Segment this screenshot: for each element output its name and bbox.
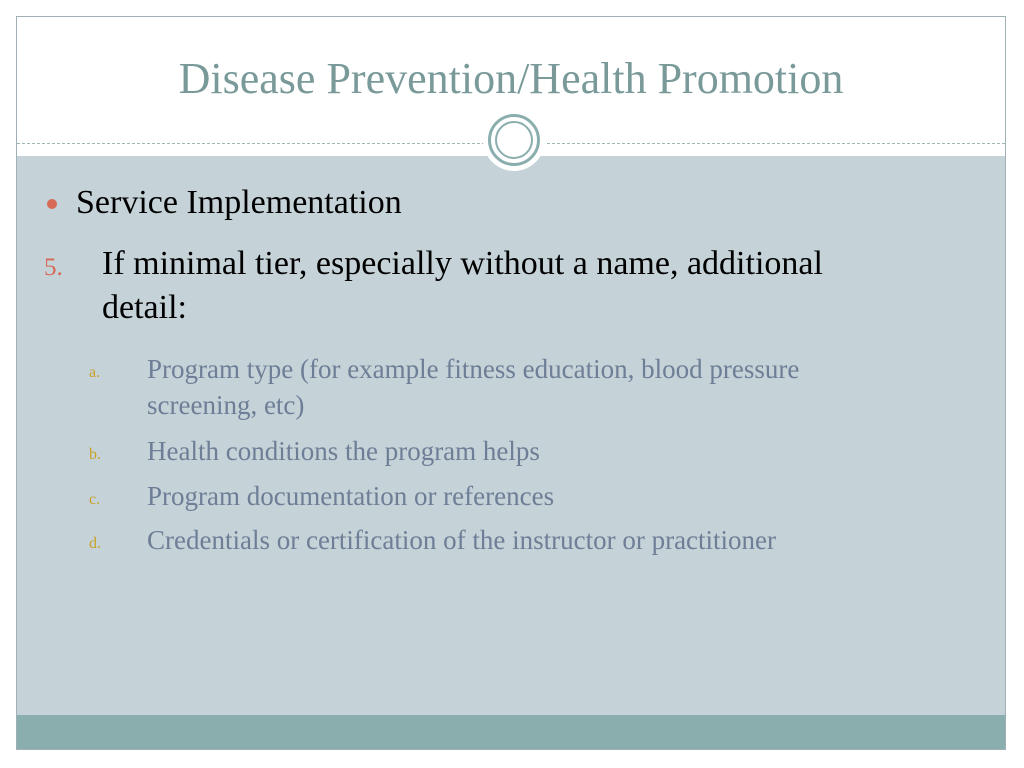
numbered-text: If minimal tier, especially without a name, additional detail: xyxy=(102,245,823,326)
slide-title: Disease Prevention/Health Promotion xyxy=(178,54,844,103)
sub-marker: d. xyxy=(89,535,101,552)
footer-bar xyxy=(17,715,1005,749)
sub-text: Program type (for example fitness education, blood pressure screening, etc) xyxy=(147,354,800,420)
sub-marker: b. xyxy=(89,446,101,463)
ring-inner xyxy=(495,121,533,159)
sub-text: Program documentation or references xyxy=(147,481,555,511)
double-ring-icon xyxy=(488,114,540,166)
sub-marker: c. xyxy=(89,491,101,508)
slide xyxy=(16,16,1006,750)
dot-bullet-icon xyxy=(47,199,57,209)
bullet-text: Service Implementation xyxy=(76,184,402,221)
sub-marker: a. xyxy=(89,364,101,381)
sub-text: Health conditions the program helps xyxy=(147,436,540,466)
numbered-marker: 5. xyxy=(44,254,63,281)
sub-text: Credentials or certification of the instructor or practitioner xyxy=(147,525,777,555)
